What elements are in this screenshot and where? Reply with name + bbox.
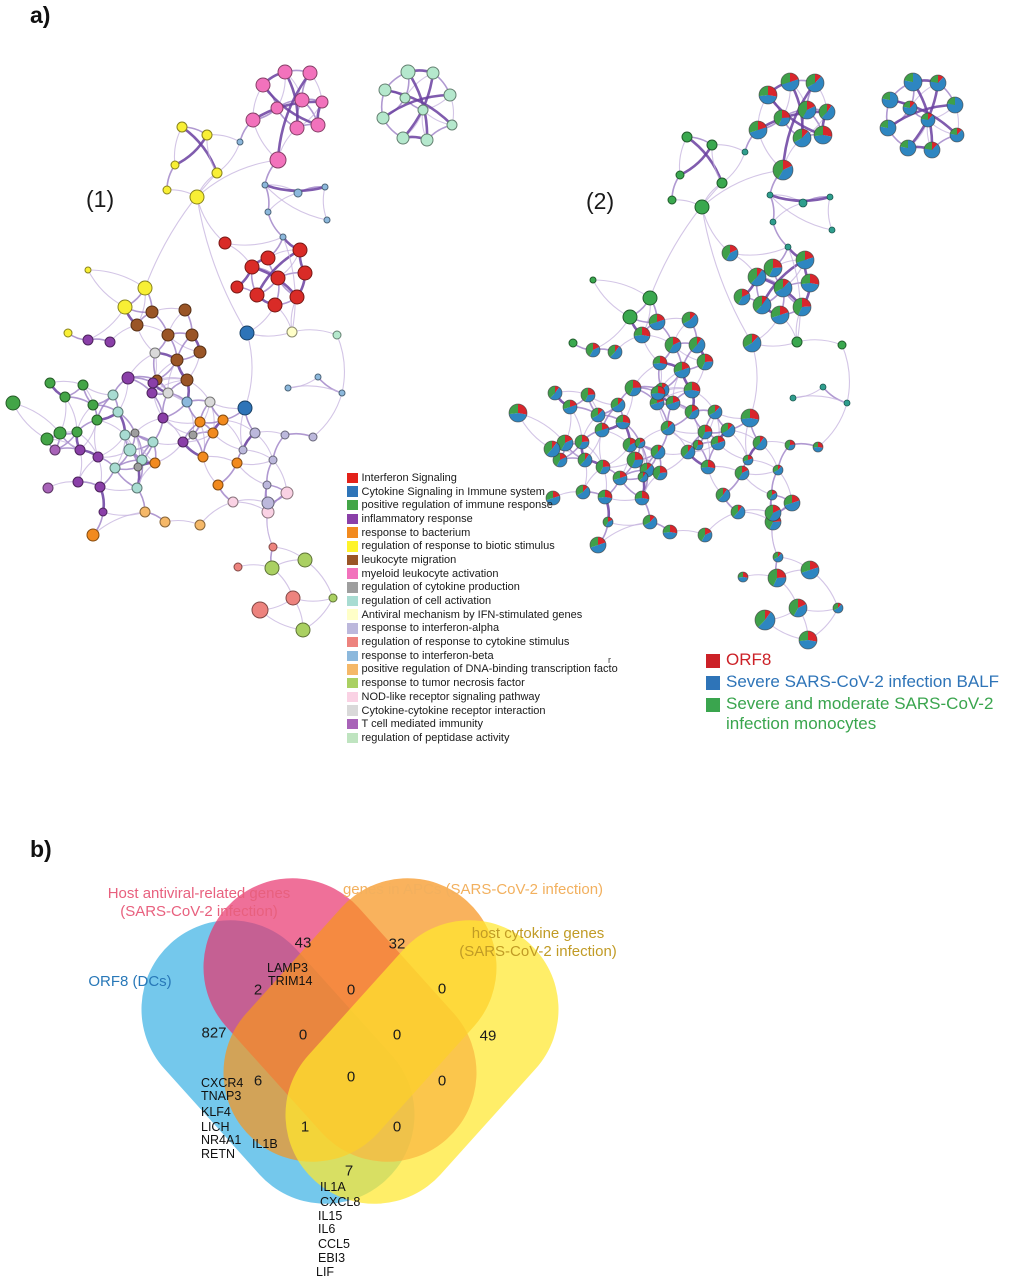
legend-color-swatch — [347, 527, 358, 538]
pathway-legend-item — [347, 676, 677, 690]
pathway-legend-label: regulation of peptidase activity — [361, 731, 510, 744]
venn-gene-label: CXCR4 — [201, 1076, 244, 1090]
venn-gene-label: IL1A — [320, 1180, 346, 1194]
legend-color-swatch — [347, 705, 358, 716]
venn-region-count: 0 — [392, 1118, 402, 1136]
venn-region-count: 2 — [253, 981, 263, 999]
legend-color-swatch — [347, 596, 358, 607]
venn-gene-label: KLF4 — [201, 1105, 231, 1119]
venn-region-count: 0 — [346, 981, 356, 999]
venn-region-count: 0 — [437, 1072, 447, 1090]
pathway-legend-label: NOD-like receptor signaling pathway — [361, 690, 541, 703]
pathway-legend-label: inflammatory response — [361, 512, 473, 525]
pathway-legend-item — [347, 567, 677, 581]
venn-region-count: 0 — [437, 980, 447, 998]
pathway-legend-item — [347, 498, 677, 512]
pathway-legend-item — [347, 690, 677, 704]
pathway-legend-label: Cytokine-cytokine receptor interaction — [361, 704, 546, 717]
pathway-legend-item — [347, 731, 677, 745]
pathway-legend-label: response to interferon-beta — [361, 649, 494, 662]
venn-gene-label: TRIM14 — [268, 974, 313, 988]
pathway-legend-item — [347, 608, 677, 622]
venn-gene-label: CXCL8 — [320, 1195, 361, 1209]
venn-gene-label: NR4A1 — [201, 1133, 242, 1147]
venn-gene-label: IL1B — [252, 1137, 278, 1151]
network-2-label: (2) — [586, 188, 615, 214]
pathway-legend — [347, 471, 677, 745]
legend-color-swatch — [347, 692, 358, 703]
venn-gene-label: CCL5 — [318, 1237, 350, 1251]
legend-color-swatch — [347, 473, 358, 484]
pathway-legend-item — [347, 581, 677, 595]
pathway-legend-item — [347, 512, 677, 526]
legend-color-swatch — [347, 678, 358, 689]
venn-region-count: 43 — [294, 934, 312, 952]
pathway-legend-item — [347, 553, 677, 567]
legend-color-swatch — [347, 609, 358, 620]
pathway-legend-label: Interferon Signaling — [361, 471, 457, 484]
dataset-legend-label: Severe SARS-CoV-2 infection BALF — [726, 672, 1000, 691]
venn-gene-label: RETN — [201, 1147, 236, 1161]
dataset-legend-label: ORF8 — [726, 650, 772, 669]
pathway-legend-label: leukocyte migration — [361, 553, 457, 566]
pathway-legend-label: response to interferon-alpha — [361, 622, 500, 635]
legend-color-swatch — [347, 555, 358, 566]
pathway-legend-item — [347, 663, 677, 677]
pathway-legend-label: regulation of cytokine production — [361, 581, 520, 594]
legend-color-swatch — [706, 676, 720, 690]
legend-color-swatch — [347, 651, 358, 662]
dataset-legend-item — [706, 694, 999, 734]
venn-gene-label: IL6 — [318, 1222, 336, 1236]
legend-color-swatch — [706, 654, 720, 668]
venn-gene-label: LAMP3 — [267, 961, 308, 975]
network-1-label: (1) — [86, 186, 115, 212]
venn-set-label: host cytokine genes (SARS-CoV-2 infection) — [459, 925, 617, 960]
venn-gene-label: TNAP3 — [201, 1089, 242, 1103]
venn-gene-label: IL15 — [318, 1209, 343, 1223]
pathway-legend-label: positive regulation of DNA-binding transcription facto — [361, 663, 618, 676]
pathway-legend-label: regulation of response to biotic stimulus — [361, 540, 555, 553]
pathway-legend-item — [347, 594, 677, 608]
dataset-legend-item — [706, 672, 999, 692]
pathway-legend-label: response to bacterium — [361, 526, 471, 539]
dataset-legend — [706, 650, 999, 736]
pathway-legend-item — [347, 622, 677, 636]
venn-region-count: 0 — [392, 1026, 402, 1044]
venn-set-label: genes in APCs (SARS-CoV-2 infection) — [342, 881, 604, 898]
venn-gene-label: EBI3 — [318, 1251, 346, 1265]
pathway-legend-item — [347, 471, 677, 485]
venn-gene-label: LICH — [201, 1120, 230, 1134]
legend-color-swatch — [347, 637, 358, 648]
pathway-legend-label: T cell mediated immunity — [361, 718, 483, 731]
venn-set-label: Host antiviral-related genes (SARS-CoV-2 infection) — [107, 885, 291, 920]
pathway-legend-item — [347, 539, 677, 553]
pathway-legend-label: Cytokine Signaling in Immune system — [361, 485, 545, 498]
venn-region-count: 0 — [298, 1026, 308, 1044]
pathway-legend-label: regulation of cell activation — [361, 595, 492, 608]
legend-color-swatch — [347, 733, 358, 744]
dataset-legend-label: Severe and moderate SARS-CoV-2 infection monocytes — [726, 694, 994, 733]
pathway-legend-overflow-char: r — [608, 655, 611, 665]
pathway-legend-label: positive regulation of immune response — [361, 499, 553, 512]
legend-color-swatch — [347, 623, 358, 634]
venn-region-count: 49 — [479, 1027, 497, 1045]
pathway-legend-item — [347, 717, 677, 731]
venn-region-count: 7 — [344, 1162, 354, 1180]
legend-color-swatch — [347, 568, 358, 579]
venn-region-count: 0 — [346, 1068, 356, 1086]
legend-color-swatch — [347, 664, 358, 675]
pathway-legend-item — [347, 649, 677, 663]
legend-color-swatch — [347, 719, 358, 730]
venn-gene-label: LIF — [316, 1265, 335, 1279]
legend-color-swatch — [347, 500, 358, 511]
venn-region-count: 32 — [388, 935, 406, 953]
pathway-legend-label: myeloid leukocyte activation — [361, 567, 499, 580]
venn-region-count: 6 — [253, 1072, 263, 1090]
pathway-legend-label: Antiviral mechanism by IFN-stimulated genes — [361, 608, 583, 621]
pathway-legend-label: regulation of response to cytokine stimulus — [361, 636, 570, 649]
pathway-legend-label: response to tumor necrosis factor — [361, 677, 525, 690]
venn-region-count: 827 — [201, 1024, 227, 1042]
panel-b-label: b) — [30, 836, 52, 862]
pathway-legend-item — [347, 485, 677, 499]
panel-a-label: a) — [30, 2, 51, 28]
pathway-legend-item — [347, 526, 677, 540]
legend-color-swatch — [347, 514, 358, 525]
legend-color-swatch — [706, 698, 720, 712]
venn-set-label: ORF8 (DCs) — [88, 973, 172, 990]
venn-region-count: 1 — [300, 1118, 310, 1136]
pathway-legend-item — [347, 704, 677, 718]
legend-color-swatch — [347, 486, 358, 497]
pathway-legend-item — [347, 635, 677, 649]
legend-color-swatch — [347, 541, 358, 552]
legend-color-swatch — [347, 582, 358, 593]
dataset-legend-item — [706, 650, 999, 670]
